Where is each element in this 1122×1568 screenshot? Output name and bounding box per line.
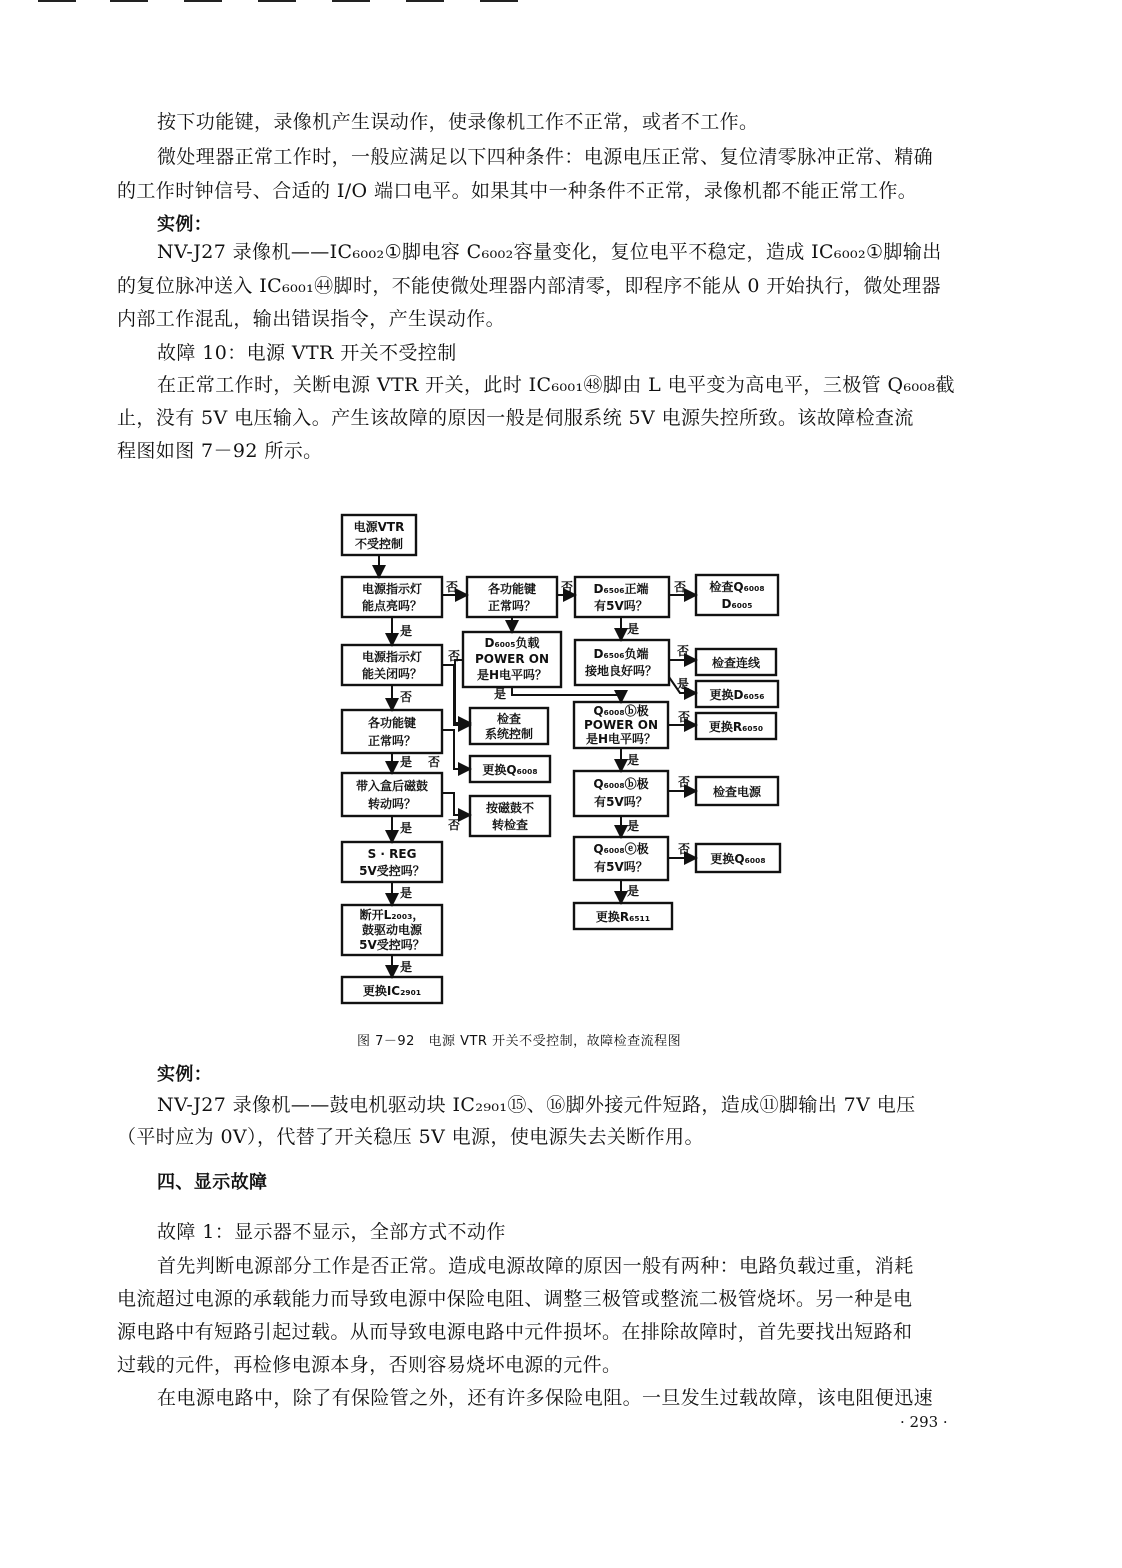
- paragraph: 电流超过电源的承载能力而导致电源中保险电阻、调整三极管或整流二极管烧坏。另一种是电: [117, 1288, 913, 1310]
- box-text: 更换Q₆₀₀₈: [710, 852, 766, 866]
- box-text: 更换R₆₅₁₁: [595, 910, 651, 924]
- yes-label: 是: [627, 819, 640, 833]
- paragraph: 的复位脉冲送入 IC₆₀₀₁㊹脚时，不能使微处理器内部清零，即程序不能从 0 开始执行，微处理器: [117, 275, 941, 297]
- box-text: 各功能键: [367, 716, 417, 730]
- no-label: 否: [677, 644, 690, 658]
- no-label: 否: [678, 775, 691, 789]
- box-text: D₆₀₀₅负载: [484, 636, 540, 650]
- box-text: 检查电源: [712, 785, 762, 799]
- box-text: D₆₀₀₅: [721, 597, 753, 611]
- yes-label: 是: [627, 622, 640, 636]
- fault-heading: 故障 1：显示器不显示，全部方式不动作: [157, 1221, 506, 1243]
- no-label: 否: [678, 842, 691, 856]
- no-label: 否: [446, 580, 459, 594]
- box-text: 断开L₂₀₀₃，: [359, 908, 425, 922]
- page-number: · 293 ·: [900, 1413, 948, 1431]
- box-text: 电源VTR: [353, 520, 405, 534]
- box-text: 有5V吗？: [594, 795, 648, 809]
- box-text: 更换R₆₀₅₀: [708, 720, 764, 734]
- box-text: 5V受控吗？: [359, 864, 425, 878]
- paragraph: 按下功能键，录像机产生误动作，使录像机工作不正常，或者不工作。: [157, 111, 759, 133]
- box-text: 有5V吗？: [594, 860, 648, 874]
- yes-label: 是: [400, 821, 413, 835]
- header-rule: [332, 0, 370, 2]
- paragraph: 止，没有 5V 电压输入。产生该故障的原因一般是伺服系统 5V 电源失控所致。该故障检查流: [117, 407, 914, 429]
- paragraph: 内部工作混乱，输出错误指令，产生误动作。: [117, 308, 506, 330]
- box-text: 转动吗？: [367, 797, 417, 811]
- box-text: 更换Q₆₀₀₈: [482, 763, 538, 777]
- box-text: 电源指示灯: [361, 582, 423, 596]
- yes-label: 是: [677, 677, 690, 691]
- box-text: 正常吗？: [487, 599, 537, 613]
- fault-heading: 故障 10：电源 VTR 开关不受控制: [157, 342, 457, 364]
- yes-label: 是: [400, 960, 413, 974]
- header-rule: [184, 0, 222, 2]
- box-text: 正常吗？: [367, 734, 417, 748]
- paragraph: 过载的元件，再检修电源本身，否则容易烧坏电源的元件。: [117, 1354, 622, 1376]
- header-rule: [110, 0, 148, 2]
- paragraph: NV-J27 录像机——IC₆₀₀₂①脚电容 C₆₀₀₂容量变化，复位电平不稳定，造成 IC₆₀₀₂①脚输出: [157, 241, 942, 263]
- box-text: 是H电平吗？: [585, 732, 657, 746]
- box-text: 是H电平吗？: [476, 668, 548, 682]
- paragraph: 微处理器正常工作时，一般应满足以下四种条件：电源电压正常、复位清零脉冲正常、精确: [157, 146, 934, 168]
- box-text: Q₆₀₀₈ⓔ极: [593, 842, 649, 856]
- no-label: 否: [428, 755, 441, 769]
- no-label: 否: [448, 649, 461, 663]
- paragraph: 源电路中有短路引起过载。从而导致电源电路中元件损坏。在排除故障时，首先要找出短路和: [117, 1321, 913, 1343]
- header-rule: [258, 0, 296, 2]
- flowchart: [330, 505, 790, 1010]
- paragraph: NV-J27 录像机——鼓电机驱动块 IC₂₉₀₁⑮、⑯脚外接元件短路，造成⑪脚输出 7V 电压: [157, 1094, 916, 1116]
- box-text: 能关闭吗？: [361, 667, 423, 681]
- box-text: Q₆₀₀₈ⓑ极: [593, 777, 649, 791]
- example-heading: 实例：: [157, 214, 213, 235]
- header-rule: [480, 0, 518, 2]
- yes-label: 是: [627, 884, 640, 898]
- box-text: POWER ON: [583, 718, 659, 732]
- no-label: 否: [448, 818, 461, 832]
- box-text: 更换D₆₀₅₆: [709, 688, 765, 702]
- box-text: S · REG: [367, 847, 417, 861]
- paragraph: 在正常工作时，关断电源 VTR 开关，此时 IC₆₀₀₁㊽脚由 L 电平变为高电平，三极管 Q₆₀₀₈截: [157, 374, 955, 396]
- box-text: 各功能键: [487, 582, 537, 596]
- box-text: 系统控制: [484, 727, 534, 741]
- header-rule: [38, 0, 76, 2]
- yes-label: 是: [400, 755, 413, 769]
- box-text: 鼓驱动电源: [361, 923, 423, 937]
- figure-caption: 图 7－92 电源 VTR 开关不受控制，故障检查流程图: [357, 1034, 682, 1049]
- paragraph: 首先判断电源部分工作是否正常。造成电源故障的原因一般有两种：电路负载过重，消耗: [157, 1255, 914, 1277]
- box-text: 检查连线: [711, 656, 761, 670]
- no-label: 否: [678, 710, 691, 724]
- box-text: 检查Q₆₀₀₈: [709, 580, 765, 594]
- header-rule: [406, 0, 444, 2]
- box-text: POWER ON: [474, 652, 550, 666]
- yes-label: 是: [400, 886, 413, 900]
- paragraph: 的工作时钟信号、合适的 I/O 端口电平。如果其中一种条件不正常，录像机都不能正常工作。: [117, 180, 918, 202]
- box-text: 接地良好吗？: [584, 664, 658, 678]
- no-label: 否: [674, 580, 687, 594]
- paragraph: 在电源电路中，除了有保险管之外，还有许多保险电阻。一旦发生过载故障，该电阻便迅速: [157, 1387, 934, 1409]
- box-text: 电源指示灯: [361, 650, 423, 664]
- box-text: 更换IC₂₉₀₁: [362, 984, 422, 998]
- box-text: D₆₅₀₆负端: [593, 647, 649, 661]
- box-text: Q₆₀₀₈ⓑ极: [593, 704, 649, 718]
- box-text: 能点亮吗？: [361, 599, 423, 613]
- box-text: 有5V吗？: [594, 599, 648, 613]
- paragraph: （平时应为 0V），代替了开关稳压 5V 电源，使电源失去关断作用。: [117, 1126, 704, 1148]
- no-label: 否: [561, 580, 574, 594]
- box-text: 5V受控吗？: [359, 938, 425, 952]
- box-text: 带入盒后磁鼓: [355, 779, 429, 793]
- box-text: 检查: [496, 712, 522, 726]
- box-text: 转检查: [491, 818, 529, 832]
- yes-label: 是: [627, 753, 640, 767]
- paragraph: 程图如图 7－92 所示。: [117, 440, 323, 462]
- box-text: 按磁鼓不: [485, 801, 535, 815]
- box-text: 不受控制: [354, 537, 404, 551]
- example-heading: 实例：: [157, 1064, 213, 1085]
- yes-label: 是: [494, 687, 507, 701]
- section-heading: 四、显示故障: [157, 1172, 268, 1193]
- no-label: 否: [400, 690, 413, 704]
- yes-label: 是: [400, 624, 413, 638]
- box-text: D₆₅₀₆正端: [593, 582, 649, 596]
